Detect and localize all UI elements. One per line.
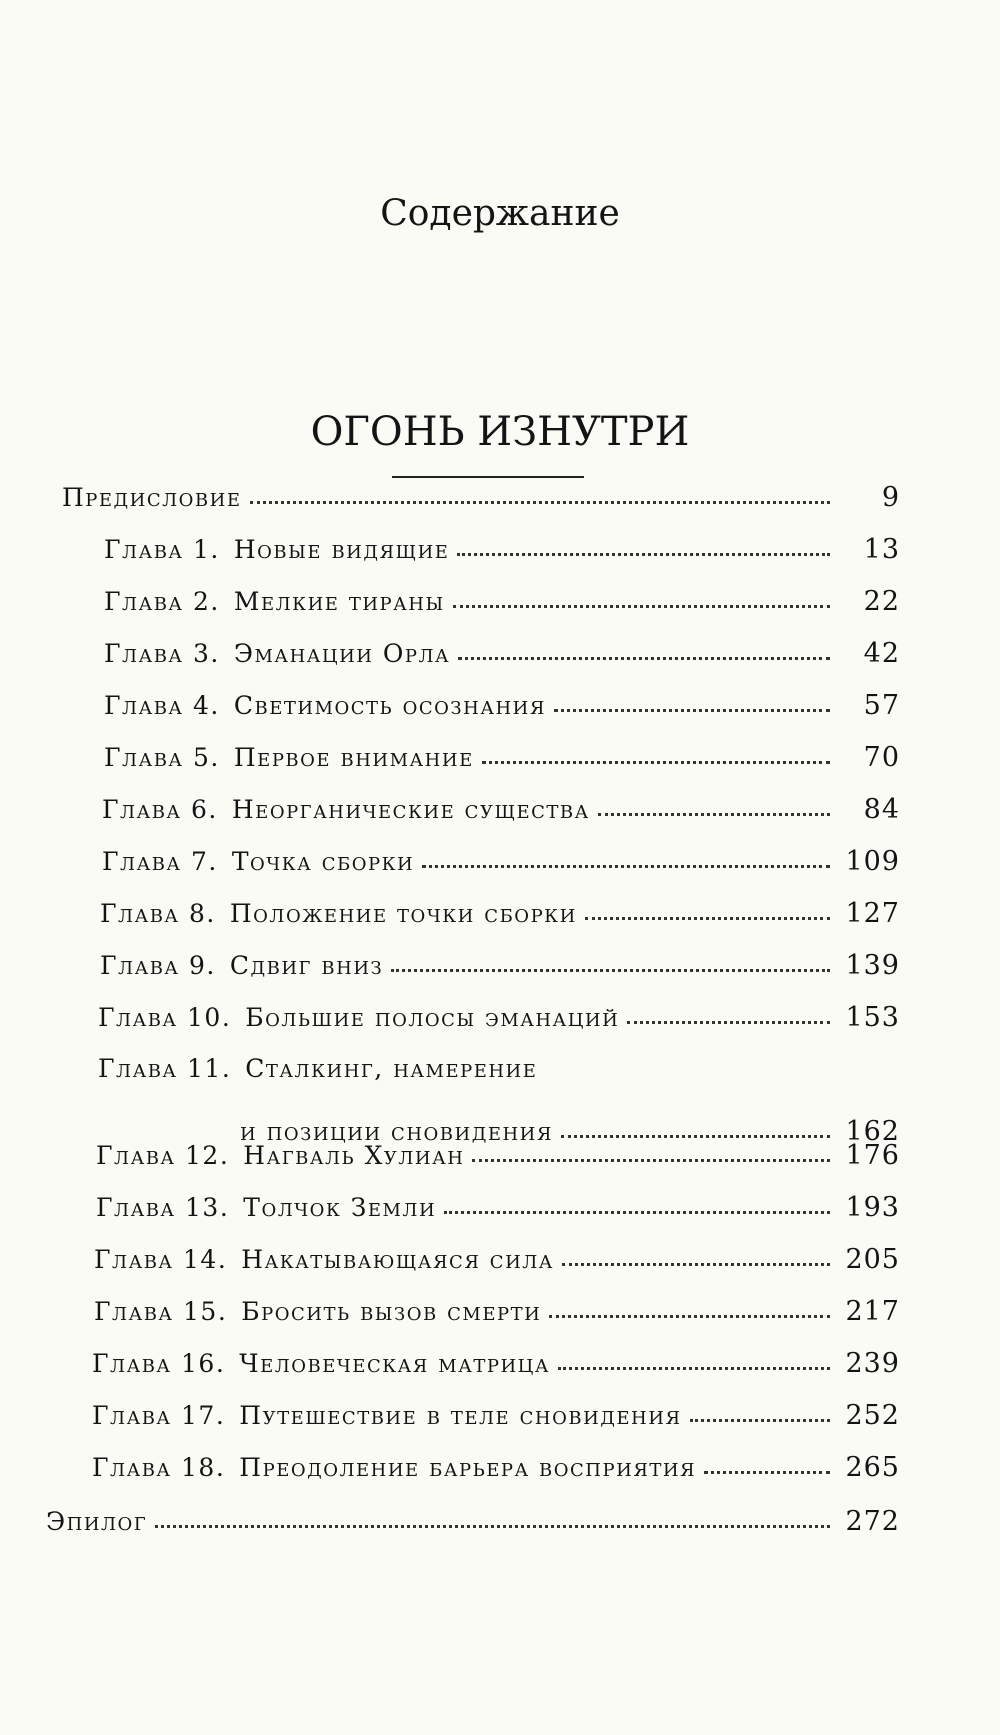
chapter-number: Глава 4. [104, 691, 220, 720]
dot-leader [458, 657, 830, 660]
entry-title: Эманации Орла [233, 639, 451, 668]
dot-leader [422, 865, 830, 868]
page-number: 217 [845, 1296, 900, 1327]
dot-leader [561, 1135, 830, 1138]
chapter-number: Глава 18. [92, 1453, 226, 1482]
toc-entry [104, 588, 900, 615]
page-number: 162 [845, 1116, 900, 1147]
toc-entry [98, 1004, 900, 1031]
page-heading: Содержание [380, 193, 620, 234]
dot-leader [598, 813, 830, 816]
entry-title: Сталкинг, намерение [245, 1054, 538, 1083]
dot-leader [627, 1021, 830, 1024]
chapter-number: Глава 14. [94, 1245, 228, 1274]
toc-entry [98, 1056, 900, 1081]
toc-entry [102, 796, 900, 823]
toc-entry [96, 1142, 900, 1169]
dot-leader [444, 1211, 830, 1214]
dot-leader [472, 1159, 830, 1162]
dot-leader [453, 605, 830, 608]
page-number: 272 [845, 1506, 900, 1537]
entry-title: Первое внимание [233, 743, 474, 772]
dot-leader [457, 553, 830, 556]
chapter-number: Глава 5. [104, 743, 220, 772]
entry-title: Бросить вызов смерти [241, 1297, 542, 1326]
page-number: 193 [845, 1192, 900, 1223]
page-number: 9 [881, 482, 900, 513]
toc-entry [100, 952, 900, 979]
page-number: 205 [845, 1244, 900, 1275]
page-number: 239 [845, 1348, 900, 1379]
entry-title: Новые видящие [233, 535, 450, 564]
chapter-number: Глава 13. [96, 1193, 230, 1222]
entry-title: Путешествие в теле сновидения [239, 1401, 682, 1430]
page-number: 22 [863, 586, 900, 617]
toc-entry [94, 1246, 900, 1273]
toc-entry [100, 900, 900, 927]
page-number: 265 [845, 1452, 900, 1483]
chapter-number: Глава 1. [104, 535, 220, 564]
chapter-number: Глава 9. [100, 951, 216, 980]
page-number: 153 [845, 1002, 900, 1033]
book-title: ОГОНЬ ИЗНУТРИ [310, 409, 690, 455]
toc-entry [104, 744, 900, 771]
dot-leader [554, 709, 830, 712]
page-number: 139 [845, 950, 900, 981]
toc-entry [102, 848, 900, 875]
chapter-number: Глава 11. [98, 1054, 232, 1083]
page-number: 176 [845, 1140, 900, 1171]
dot-leader [155, 1525, 830, 1528]
entry-title: Неорганические существа [231, 795, 590, 824]
entry-title: Большие полосы эманаций [245, 1003, 620, 1032]
entry-title: Человеческая матрица [239, 1349, 550, 1378]
page-number: 84 [863, 794, 900, 825]
dot-leader [482, 761, 830, 764]
dot-leader [391, 969, 830, 972]
dot-leader [558, 1367, 830, 1370]
entry-title: Сдвиг вниз [229, 951, 384, 980]
toc-entry [92, 1350, 900, 1377]
chapter-number: Глава 2. [104, 587, 220, 616]
page-number: 42 [863, 638, 900, 669]
toc-entry [104, 692, 900, 719]
toc-entry [92, 1402, 900, 1429]
entry-title: Эпилог [46, 1507, 148, 1536]
chapter-number: Глава 10. [98, 1003, 232, 1032]
entry-title: Точка сборки [231, 847, 415, 876]
dot-leader [690, 1419, 831, 1422]
chapter-number: Глава 3. [104, 639, 220, 668]
page-number: 57 [863, 690, 900, 721]
page-number: 109 [845, 846, 900, 877]
chapter-number: Глава 16. [92, 1349, 226, 1378]
chapter-number: Глава 7. [102, 847, 218, 876]
page-number: 13 [863, 534, 900, 565]
dot-leader [562, 1263, 830, 1266]
chapter-number: Глава 6. [102, 795, 218, 824]
toc-entry [92, 1454, 900, 1481]
entry-title-line-2: и позиции сновидения [240, 1117, 553, 1146]
entry-title: Мелкие тираны [233, 587, 445, 616]
entry-title: Накатывающаяся сила [241, 1245, 554, 1274]
toc-entry [62, 484, 900, 511]
toc-entry [104, 536, 900, 563]
entry-title: Предисловие [62, 483, 242, 512]
page-number: 127 [845, 898, 900, 929]
toc-entry [96, 1194, 900, 1221]
page-number: 252 [845, 1400, 900, 1431]
chapter-number: Глава 12. [96, 1141, 230, 1170]
dot-leader [704, 1471, 830, 1474]
entry-title: Толчок Земли [243, 1193, 437, 1222]
toc-entry [46, 1508, 900, 1535]
entry-title: Положение точки сборки [229, 899, 577, 928]
chapter-number: Глава 17. [92, 1401, 226, 1430]
page-number: 70 [863, 742, 900, 773]
toc-entry [104, 640, 900, 667]
dot-leader [549, 1315, 830, 1318]
entry-title: Нагваль Хулиан [243, 1141, 465, 1170]
entry-title: Преодоление барьера восприятия [239, 1453, 697, 1482]
toc-entry [94, 1298, 900, 1325]
dot-leader [250, 501, 831, 504]
dot-leader [585, 917, 830, 920]
entry-title: Светимость осознания [233, 691, 546, 720]
chapter-number: Глава 15. [94, 1297, 228, 1326]
chapter-number: Глава 8. [100, 899, 216, 928]
